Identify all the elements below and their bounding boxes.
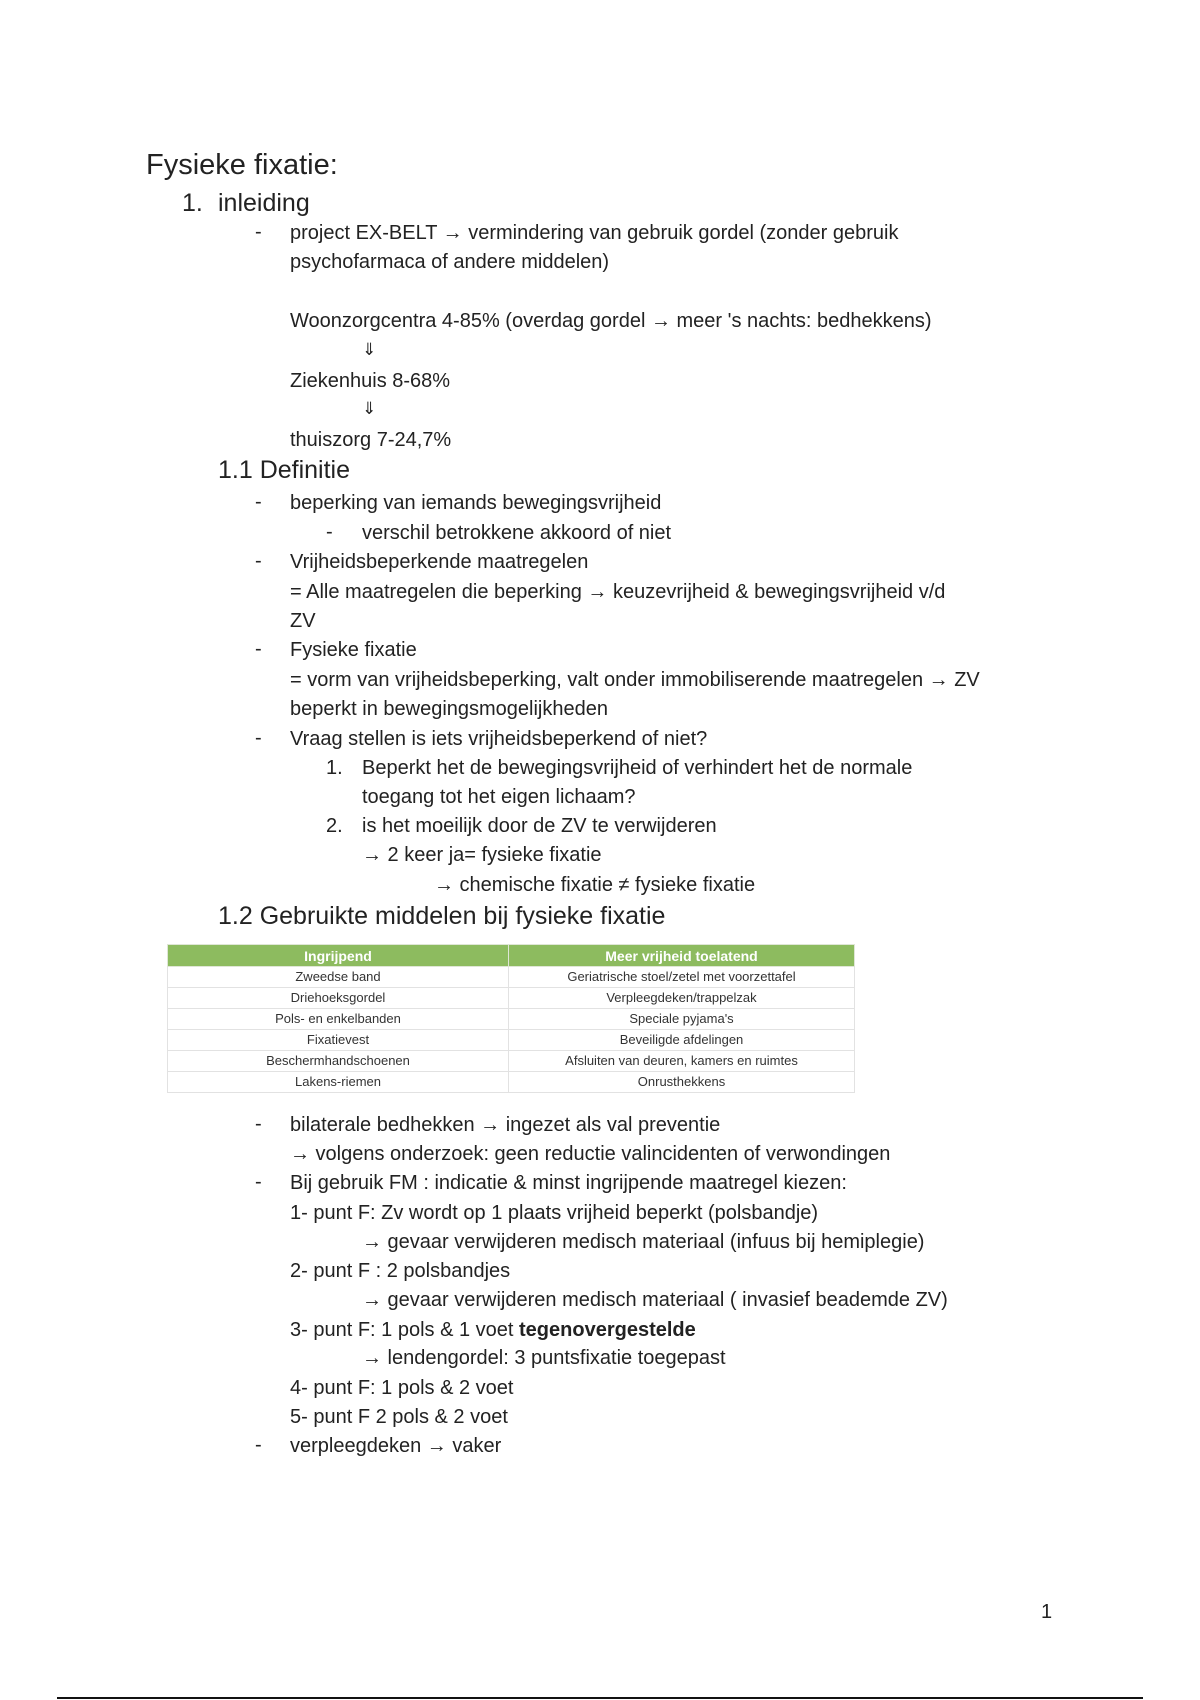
question-2: is het moeilijk door de ZV te verwijderen <box>362 815 717 837</box>
question-2-number: 2. <box>326 815 343 837</box>
point-4: 4- punt F: 1 pols & 2 voet <box>290 1377 514 1399</box>
table-cell: Lakens-riemen <box>168 1072 509 1093</box>
table-cell: Zweedse band <box>168 967 509 988</box>
table-cell: Driehoeksgordel <box>168 988 509 1009</box>
page-title: Fysieke fixatie: <box>146 149 338 181</box>
table-cell: Pols- en enkelbanden <box>168 1009 509 1030</box>
stat-woonzorgcentra: Woonzorgcentra 4-85% (overdag gordel → meer 's nachts: bedhekkens) <box>290 310 932 332</box>
definition-sub-bullet: verschil betrokkene akkoord of niet <box>362 522 672 544</box>
table-cell: Afsluiten van deuren, kamers en ruimtes <box>509 1051 855 1072</box>
definition-bullet-3-line-2: = vorm van vrijheidsbeperking, valt onder immobiliserende maatregelen → ZV <box>290 669 980 691</box>
column-header: Meer vrijheid toelatend <box>509 945 855 967</box>
intro-line-1: project EX-BELT → vermindering van gebruik gordel (zonder gebruik <box>290 222 899 244</box>
bullet-dash: - <box>326 521 333 543</box>
definition-bullet-3-line-3: beperkt in bewegingsmogelijkheden <box>290 698 608 720</box>
point-1: 1- punt F: Zv wordt op 1 plaats vrijheid beperkt (polsbandje) <box>290 1202 819 1224</box>
table-row <box>168 1030 855 1051</box>
table-row <box>168 1009 855 1030</box>
down-arrow-icon: ⇓ <box>362 340 377 359</box>
point-2-sub: → gevaar verwijderen medisch materiaal ( invasief beademde ZV) <box>362 1289 948 1311</box>
down-arrow-icon: ⇓ <box>362 399 377 418</box>
section-1-2-heading: 1.2 Gebruikte middelen bij fysieke fixatie <box>218 902 666 930</box>
bullet-dash: - <box>255 1113 262 1135</box>
page-number: 1 <box>1041 1601 1053 1623</box>
section-1-number: 1. <box>182 189 203 217</box>
means-bullet-2: Bij gebruik FM : indicatie & minst ingrijpende maatregel kiezen: <box>290 1172 847 1194</box>
point-3 <box>290 1318 696 1342</box>
bullet-dash: - <box>255 1171 262 1193</box>
point-3-text: 3- punt F: 1 pols & 1 voet <box>290 1319 520 1341</box>
table-cell: Verpleegdeken/trappelzak <box>509 988 855 1009</box>
section-1-heading: inleiding <box>218 189 310 217</box>
bullet-dash: - <box>255 727 262 749</box>
table-row <box>168 1072 855 1093</box>
question-1-number: 1. <box>326 757 343 779</box>
stat-ziekenhuis: Ziekenhuis 8-68% <box>290 370 451 392</box>
question-1-line-2: toegang tot het eigen lichaam? <box>362 786 636 808</box>
column-header: Ingrijpend <box>168 945 509 967</box>
definition-bullet-2-line-2: = Alle maatregelen die beperking → keuzevrijheid & bewegingsvrijheid v/d <box>290 581 946 603</box>
question-note: → chemische fixatie ≠ fysieke fixatie <box>434 874 756 896</box>
definition-bullet-4: Vraag stellen is iets vrijheidsbeperkend of niet? <box>290 728 708 750</box>
means-bullet-3: verpleegdeken → vaker <box>290 1435 502 1457</box>
fixation-means-table <box>167 944 855 1093</box>
stat-thuiszorg: thuiszorg 7-24,7% <box>290 429 452 451</box>
table-cell: Onrusthekkens <box>509 1072 855 1093</box>
section-1-1-heading: 1.1 Definitie <box>218 456 351 484</box>
table-cell: Beveiligde afdelingen <box>509 1030 855 1051</box>
definition-bullet-1: beperking van iemands bewegingsvrijheid <box>290 492 662 514</box>
intro-line-2: psychofarmaca of andere middelen) <box>290 251 610 273</box>
point-3-emphasis: tegenovergestelde <box>519 1319 696 1341</box>
table-cell: Fixatievest <box>168 1030 509 1051</box>
table-cell: Beschermhandschoenen <box>168 1051 509 1072</box>
bullet-dash: - <box>255 638 262 660</box>
footer-rule <box>57 1697 1143 1699</box>
table-row <box>168 1051 855 1072</box>
definition-bullet-2-line-3: ZV <box>290 610 316 632</box>
point-2: 2- punt F : 2 polsbandjes <box>290 1260 511 1282</box>
bullet-dash: - <box>255 550 262 572</box>
point-5: 5- punt F 2 pols & 2 voet <box>290 1406 508 1428</box>
question-1-line-1: Beperkt het de bewegingsvrijheid of verhindert het de normale <box>362 757 913 779</box>
bullet-dash: - <box>255 1434 262 1456</box>
bullet-dash: - <box>255 491 262 513</box>
means-bullet-1: bilaterale bedhekken → ingezet als val preventie <box>290 1114 721 1136</box>
point-1-sub: → gevaar verwijderen medisch materiaal (infuus bij hemiplegie) <box>362 1231 925 1253</box>
question-result: → 2 keer ja= fysieke fixatie <box>362 844 602 866</box>
definition-bullet-3: Fysieke fixatie <box>290 639 417 661</box>
point-3-sub: → lendengordel: 3 puntsfixatie toegepast <box>362 1347 726 1369</box>
bullet-dash: - <box>255 221 262 243</box>
means-bullet-1-line-2: → volgens onderzoek: geen reductie valincidenten of verwondingen <box>290 1143 891 1165</box>
definition-bullet-2: Vrijheidsbeperkende maatregelen <box>290 551 589 573</box>
table-row <box>168 967 855 988</box>
table-header-row <box>168 945 855 967</box>
table-row <box>168 988 855 1009</box>
table-cell: Geriatrische stoel/zetel met voorzettafel <box>509 967 855 988</box>
table-cell: Speciale pyjama's <box>509 1009 855 1030</box>
